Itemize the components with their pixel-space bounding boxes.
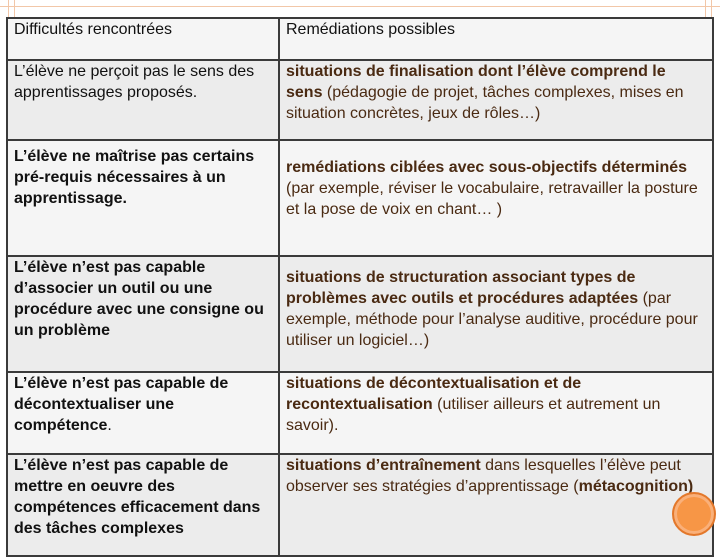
difficulty-cell: L’élève ne perçoit pas le sens des apprentissages proposés. bbox=[7, 60, 279, 140]
difficulty-cell: L’élève n’est pas capable de mettre en oeuvre des compétences efficacement dans des tâches complexes bbox=[7, 454, 279, 556]
table-row bbox=[7, 454, 713, 556]
table-row bbox=[7, 372, 713, 454]
remediation-table bbox=[6, 17, 714, 557]
table-row bbox=[7, 256, 713, 372]
remediation-text: dans lesquelles l’élève peut observer ses stratégies d’apprentissage ( bbox=[286, 457, 681, 495]
remediation-bold: remédiations ciblées avec sous-objectifs déterminés bbox=[286, 159, 688, 176]
header-difficulties: Difficultés rencontrées bbox=[7, 18, 279, 60]
table-row bbox=[7, 140, 713, 256]
header-remediations: Remédiations possibles bbox=[279, 18, 713, 60]
remediation-bold: situations d’entraînement bbox=[286, 457, 481, 474]
difficulty-cell bbox=[7, 372, 279, 454]
table-row bbox=[7, 60, 713, 140]
table-header-row bbox=[7, 18, 713, 60]
remediation-cell bbox=[279, 140, 713, 256]
remediation-text: (par exemple, réviser le vocabulaire, retravailler la posture et la pose de voix en chant… ) bbox=[286, 180, 698, 218]
remediation-text: (par exemple, méthode pour l’analyse auditive, procédure pour utiliser un logiciel…) bbox=[286, 290, 698, 349]
difficulty-bold: L’élève n’est pas capable de décontextualiser une compétence bbox=[14, 375, 229, 434]
remediation-bold: situations de structuration associant types de problèmes avec outils et procédures adaptées bbox=[286, 269, 639, 307]
remediation-text: (pédagogie de projet, tâches complexes, mises en situation concrètes, jeux de rôles…) bbox=[286, 84, 684, 122]
frame-line-top bbox=[0, 6, 720, 7]
remediation-cell bbox=[279, 60, 713, 140]
remediation-bold: situations de décontextualisation et de recontextualisation bbox=[286, 375, 582, 413]
difficulty-cell: L’élève ne maîtrise pas certains pré-requis nécessaires à un apprentissage. bbox=[7, 140, 279, 256]
difficulty-text: . bbox=[107, 417, 112, 434]
remediation-text: (utiliser ailleurs et autrement un savoir). bbox=[286, 396, 661, 434]
remediation-cell bbox=[279, 454, 713, 556]
decorative-circle-icon bbox=[672, 492, 716, 536]
remediation-cell bbox=[279, 256, 713, 372]
remediation-bold: métacognition) bbox=[578, 478, 694, 495]
remediation-cell bbox=[279, 372, 713, 454]
difficulty-cell: L’élève n’est pas capable d’associer un outil ou une procédure avec une consigne ou un problème bbox=[7, 256, 279, 372]
remediation-bold: situations de finalisation dont l’élève comprend le sens bbox=[286, 63, 666, 101]
